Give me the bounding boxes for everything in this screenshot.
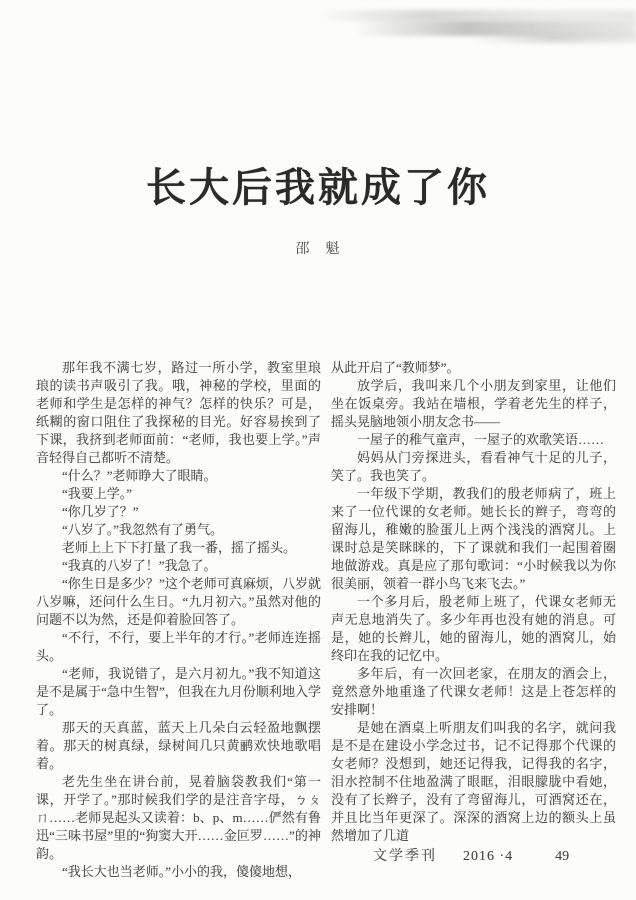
paragraph: “我长大也当老师。”小小的我，傻傻地想， bbox=[62, 864, 302, 879]
paragraph: 一年级下学期，教我们的殷老师病了，班上来了一位代课的女老师。她长长的辫子，弯弯的留海儿，稚嫩的脸蛋儿上两个浅浅的酒窝儿。上课时总是笑眯眯的，下了课就和我们一起围着圈地做游戏。真是应了那句歌词：“小时候我以为你很美丽，领着一群小鸟飞来飞去。” bbox=[331, 486, 616, 591]
paragraph: 多年后，有一次回老家，在朋友的酒会上，竟然意外地重逢了代课女老师！这是上苍怎样的安排啊！ bbox=[331, 666, 616, 717]
journal-name: 文学季刊 bbox=[373, 849, 437, 864]
paragraph: 老先生坐在讲台前，晃着脑袋教我们“第一课，开学了。”那时候我们学的是注音字母，ㄅㄆㄇ……老师晃起头又读着：b、p、m……俨然有鲁迅“三味书屋”里的“狗窦大开……金叵罗……”的神韵。 bbox=[36, 774, 321, 861]
paragraph: 从此开启了“教师梦”。 bbox=[331, 360, 460, 375]
paragraph: “你生日是多少？”这个老师可真麻烦，八岁就八岁嘛，还问什么生日。“九月初六。”虽然对他的问题不以为然，还是仰着脸回答了。 bbox=[36, 576, 321, 627]
paragraph: 放学后，我叫来几个小朋友到家里，让他们坐在饭桌旁。我站在墙根，学着老先生的样子，摇头晃脑地领小朋友念书—— bbox=[331, 378, 616, 429]
paragraph: 妈妈从门旁探进头，看看神气十足的儿子，笑了。我也笑了。 bbox=[331, 450, 616, 483]
page-footer bbox=[331, 845, 616, 865]
right-column bbox=[331, 359, 616, 845]
paragraph: “老师，我说错了，是六月初九。”我不知道这是不是属于“急中生智”，但我在九月份顺利地入学了。 bbox=[36, 666, 321, 717]
paragraph: “不行，不行，要上半年的才行。”老师连连摇头。 bbox=[36, 630, 321, 663]
paragraph: 一屋子的稚气童声，一屋子的欢歌笑语…… bbox=[357, 432, 605, 447]
article-title: 长大后我就成了你 bbox=[146, 166, 490, 210]
paragraph: 老师上上下下打量了我一番，摇了摇头。 bbox=[62, 540, 297, 555]
paragraph: 是她在酒桌上听朋友们叫我的名字，就问我是不是在建设小学念过书，记不记得那个代课的女老师？没想到，她还记得我，记得我的名字，泪水控制不住地盈满了眼眶，泪眼朦胧中看她，没有了长辫子，没有了弯留海儿，可酒窝还在，并且比当年更深了。深深的酒窝上边的额头上虽然增加了几道 bbox=[331, 720, 616, 843]
article-author: 邵 魁 bbox=[295, 242, 341, 257]
scan-artifact-bottom bbox=[470, 34, 636, 43]
paragraph: “我要上学。” bbox=[62, 486, 133, 501]
paragraph: “我真的八岁了！”我急了。 bbox=[62, 558, 217, 573]
scan-artifact-middle bbox=[352, 21, 636, 36]
paragraph: “八岁了。”我忽然有了勇气。 bbox=[62, 522, 224, 537]
scan-artifact-top bbox=[318, 10, 636, 21]
paragraph: 那天的天真蓝，蓝天上几朵白云轻盈地飘摆着。那天的树真绿，绿树间几只黄鹂欢快地歌唱着。 bbox=[36, 720, 321, 771]
paragraph: 一个多月后，殷老师上班了，代课女老师无声无息地消失了。多少年再也没有她的消息。可是，她的长辫儿，她的留海儿，她的酒窝儿，始终印在我的记忆中。 bbox=[331, 594, 616, 663]
issue-number: 2016 ·4 bbox=[463, 849, 514, 864]
paragraph: 那年我不满七岁，路过一所小学，教室里琅琅的读书声吸引了我。哦，神秘的学校，里面的老师和学生是怎样的神气？怎样的快乐？可是，纸糊的窗口阻住了我探秘的目光。好容易挨到了下课，我挤到老师面前：“老师，我也要上学。”声音轻得自己都听不清楚。 bbox=[36, 360, 321, 465]
paragraph: “你几岁了？” bbox=[62, 504, 139, 519]
page-number: 49 bbox=[555, 849, 570, 864]
paragraph: “什么？”老师睁大了眼睛。 bbox=[62, 468, 217, 483]
left-column bbox=[36, 359, 321, 881]
